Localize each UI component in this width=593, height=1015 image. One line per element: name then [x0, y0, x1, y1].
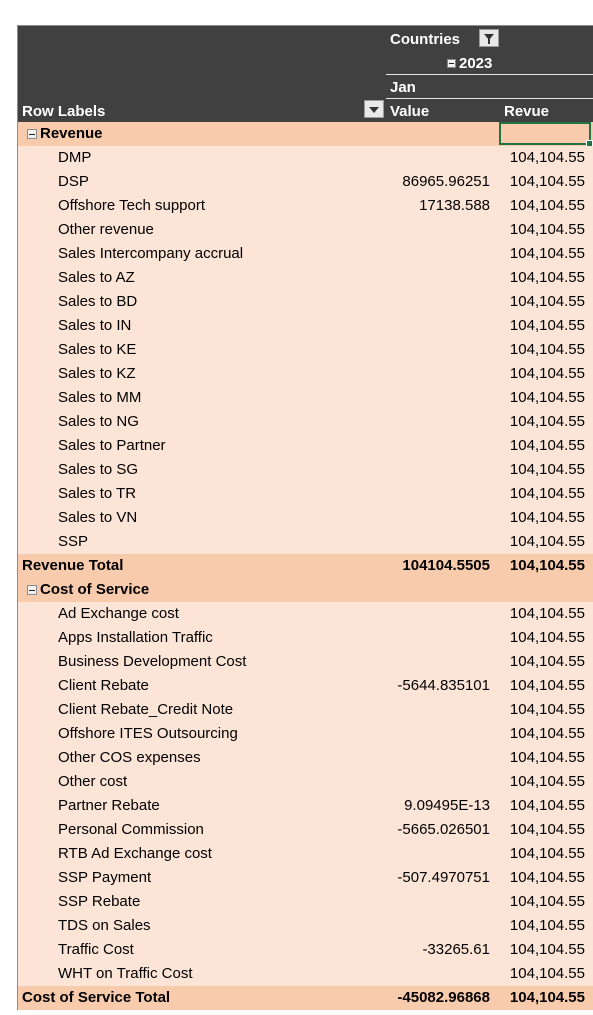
table-row[interactable] — [18, 410, 593, 434]
revue-cell[interactable]: 104,104.55 — [509, 413, 585, 430]
revue-cell[interactable]: 104,104.55 — [509, 317, 585, 334]
revue-cell[interactable]: 104,104.55 — [509, 629, 585, 646]
year-label: 2023 — [459, 55, 493, 72]
table-row[interactable] — [18, 818, 593, 842]
table-row[interactable] — [18, 890, 593, 914]
value-cell[interactable]: 86965.96251 — [402, 173, 490, 190]
value-cell[interactable]: -507.4970751 — [397, 869, 490, 886]
row-label: Other cost — [58, 773, 128, 790]
table-row[interactable] — [18, 482, 593, 506]
collapse-icon[interactable] — [447, 59, 456, 68]
table-row[interactable] — [18, 362, 593, 386]
column-labels-field[interactable]: Countries — [390, 31, 461, 48]
table-row[interactable] — [18, 914, 593, 938]
revue-cell[interactable]: 104,104.55 — [509, 965, 585, 982]
row-label: SSP Rebate — [58, 893, 141, 910]
revue-cell[interactable]: 104,104.55 — [509, 245, 585, 262]
table-row[interactable] — [18, 170, 593, 194]
table-row[interactable] — [18, 722, 593, 746]
row-label: Sales to Partner — [58, 437, 166, 454]
revue-cell[interactable]: 104,104.55 — [509, 533, 585, 550]
table-row[interactable] — [18, 794, 593, 818]
row-label: Sales to BD — [58, 293, 138, 310]
table-row[interactable] — [18, 698, 593, 722]
table-row[interactable] — [18, 290, 593, 314]
total-row[interactable] — [18, 986, 593, 1010]
row-label: Sales to SG — [58, 461, 139, 478]
table-row[interactable] — [18, 626, 593, 650]
table-row[interactable] — [18, 314, 593, 338]
revue-cell[interactable]: 104,104.55 — [509, 821, 585, 838]
section-row[interactable] — [18, 122, 593, 146]
table-row[interactable] — [18, 434, 593, 458]
value-column-header[interactable]: Value — [390, 103, 430, 120]
revue-cell[interactable]: 104,104.55 — [509, 365, 585, 382]
row-label: Other COS expenses — [58, 749, 201, 766]
total-row[interactable] — [18, 554, 593, 578]
revue-cell[interactable]: 104,104.55 — [509, 653, 585, 670]
row-label: SSP — [58, 533, 89, 550]
table-row[interactable] — [18, 842, 593, 866]
table-row[interactable] — [18, 146, 593, 170]
value-cell[interactable]: -5665.026501 — [397, 821, 490, 838]
row-label: Sales to MM — [58, 389, 142, 406]
section-label: Revenue — [40, 125, 103, 142]
pivot-table — [17, 25, 593, 1010]
table-row[interactable] — [18, 506, 593, 530]
row-label: Offshore Tech support — [58, 197, 206, 214]
total-value-cell[interactable]: -45082.96868 — [397, 989, 490, 1006]
table-row[interactable] — [18, 938, 593, 962]
row-labels-dropdown-icon[interactable] — [364, 100, 384, 118]
table-row[interactable] — [18, 458, 593, 482]
revue-cell[interactable]: 104,104.55 — [509, 845, 585, 862]
pivot-header — [17, 25, 593, 122]
revue-cell[interactable]: 104,104.55 — [509, 485, 585, 502]
revue-cell[interactable]: 104,104.55 — [509, 269, 585, 286]
table-row[interactable] — [18, 650, 593, 674]
table-row[interactable] — [18, 218, 593, 242]
revue-cell[interactable]: 104,104.55 — [509, 917, 585, 934]
row-label: DMP — [58, 149, 92, 166]
total-revue-cell[interactable]: 104,104.55 — [509, 557, 585, 574]
value-cell[interactable]: -5644.835101 — [397, 677, 490, 694]
revue-cell[interactable]: 104,104.55 — [509, 293, 585, 310]
table-row[interactable] — [18, 602, 593, 626]
revue-cell[interactable]: 104,104.55 — [509, 725, 585, 742]
revue-cell[interactable]: 104,104.55 — [509, 749, 585, 766]
row-label: DSP — [58, 173, 89, 190]
table-row[interactable] — [18, 962, 593, 986]
row-label: Sales to KZ — [58, 365, 136, 382]
row-label: Sales to NG — [58, 413, 139, 430]
revue-cell[interactable]: 104,104.55 — [509, 605, 585, 622]
row-label: SSP Payment — [58, 869, 152, 886]
table-row[interactable] — [18, 194, 593, 218]
row-label: Business Development Cost — [58, 653, 247, 670]
value-cell[interactable]: 9.09495E-13 — [404, 797, 490, 814]
row-label: Sales to AZ — [58, 269, 135, 286]
year-header[interactable] — [447, 55, 492, 72]
total-label: Revenue Total — [22, 557, 124, 574]
total-value-cell[interactable]: 104104.5505 — [402, 557, 490, 574]
row-labels-header[interactable]: Row Labels — [22, 103, 106, 120]
table-row[interactable] — [18, 746, 593, 770]
revue-cell[interactable]: 104,104.55 — [509, 389, 585, 406]
revue-cell[interactable]: 104,104.55 — [509, 893, 585, 910]
row-label: Sales to TR — [58, 485, 137, 502]
revue-cell[interactable]: 104,104.55 — [509, 461, 585, 478]
total-revue-cell[interactable]: 104,104.55 — [509, 989, 585, 1006]
table-row[interactable] — [18, 530, 593, 554]
value-cell[interactable]: 17138.588 — [419, 197, 490, 214]
table-row[interactable] — [18, 242, 593, 266]
pivot-body — [17, 122, 593, 1010]
revue-column-header[interactable]: Revue — [504, 103, 550, 120]
revue-cell[interactable]: 104,104.55 — [509, 509, 585, 526]
revue-cell[interactable]: 104,104.55 — [509, 677, 585, 694]
row-label: Apps Installation Traffic — [58, 629, 213, 646]
collapse-icon[interactable] — [27, 585, 37, 595]
filter-icon[interactable] — [479, 29, 499, 47]
total-label: Cost of Service Total — [22, 989, 171, 1006]
revue-cell[interactable]: 104,104.55 — [509, 773, 585, 790]
row-label: Ad Exchange cost — [58, 605, 179, 622]
row-label: Traffic Cost — [58, 941, 134, 958]
section-label: Cost of Service — [40, 581, 150, 598]
row-label: Sales to IN — [58, 317, 132, 334]
revue-cell[interactable]: 104,104.55 — [509, 341, 585, 358]
collapse-icon[interactable] — [27, 129, 37, 139]
row-label: Other revenue — [58, 221, 154, 238]
value-cell[interactable]: -33265.61 — [422, 941, 490, 958]
revue-cell[interactable]: 104,104.55 — [509, 437, 585, 454]
revue-cell[interactable]: 104,104.55 — [509, 149, 585, 166]
section-row[interactable] — [18, 578, 593, 602]
revue-cell[interactable]: 104,104.55 — [509, 221, 585, 238]
table-row[interactable] — [18, 770, 593, 794]
table-row[interactable] — [18, 866, 593, 890]
row-label: Sales to VN — [58, 509, 138, 526]
table-row[interactable] — [18, 266, 593, 290]
row-label: WHT on Traffic Cost — [58, 965, 193, 982]
table-row[interactable] — [18, 338, 593, 362]
row-label: Partner Rebate — [58, 797, 160, 814]
row-label: TDS on Sales — [58, 917, 151, 934]
month-header[interactable]: Jan — [390, 79, 416, 96]
revue-cell[interactable]: 104,104.55 — [509, 197, 585, 214]
row-label: RTB Ad Exchange cost — [58, 845, 212, 862]
row-label: Client Rebate — [58, 677, 149, 694]
row-label: Client Rebate_Credit Note — [58, 701, 234, 718]
revue-cell[interactable]: 104,104.55 — [509, 941, 585, 958]
revue-cell[interactable]: 104,104.55 — [509, 173, 585, 190]
revue-cell[interactable]: 104,104.55 — [509, 869, 585, 886]
revue-cell[interactable]: 104,104.55 — [509, 701, 585, 718]
row-label: Sales to KE — [58, 341, 137, 358]
row-label: Offshore ITES Outsourcing — [58, 725, 238, 742]
selected-cell[interactable] — [499, 122, 591, 145]
table-row[interactable] — [18, 386, 593, 410]
table-row[interactable] — [18, 674, 593, 698]
revue-cell[interactable]: 104,104.55 — [509, 797, 585, 814]
row-label: Personal Commission — [58, 821, 204, 838]
row-label: Sales Intercompany accrual — [58, 245, 244, 262]
